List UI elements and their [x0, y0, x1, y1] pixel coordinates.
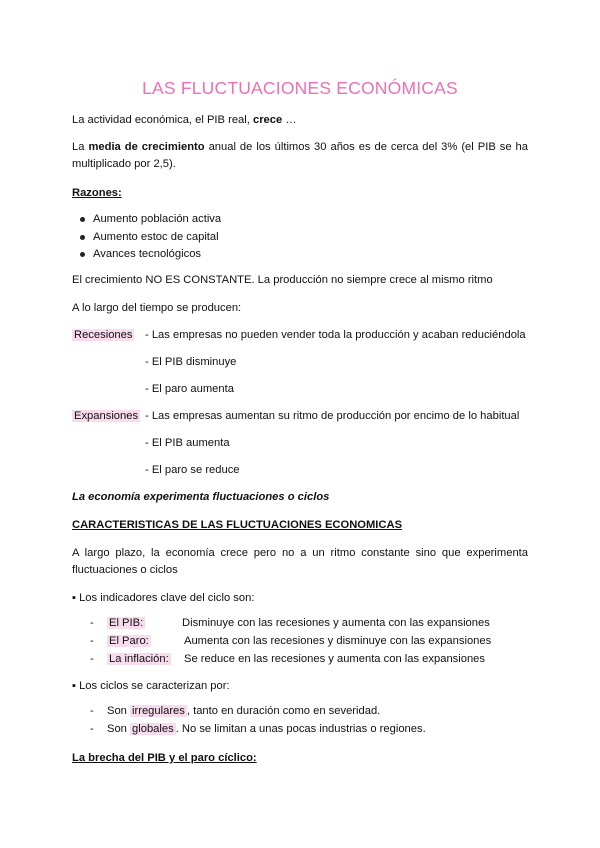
tiempo-text: A lo largo del tiempo se producen: — [72, 302, 242, 314]
intro2-prefix: La — [72, 141, 89, 153]
ciclos-item-1 — [107, 704, 380, 718]
largo-plazo-paragraph: A largo plazo, la economía crece pero no a un ritmo constante sino que experimenta fluctuaciones o ciclos — [72, 547, 528, 576]
razones-item-3: Avances tecnológicos — [93, 248, 202, 260]
expansiones-label-text: Expansiones — [74, 410, 139, 422]
indicador-paro-label — [107, 634, 151, 648]
recesiones-label-text: Recesiones — [74, 329, 133, 341]
ciclos-item-2-text: . No se limitan a unas pocas industrias o regiones. — [175, 723, 426, 735]
crecimiento-text: El crecimiento NO ES CONSTANTE. La producción no siempre crece al mismo ritmo — [72, 274, 493, 286]
bullet-icon — [80, 235, 85, 240]
ciclos-item-2-highlight: globales — [132, 723, 174, 735]
dash-icon: - — [90, 723, 94, 735]
intro2-bold: media de crecimiento — [88, 141, 205, 153]
ciclos-item-1-prefix: Son — [107, 705, 131, 717]
bullet-icon — [80, 252, 85, 257]
indicador-inflacion-label — [107, 652, 171, 666]
razones-item-2: Aumento estoc de capital — [93, 231, 219, 243]
ciclos-item-2-prefix: Son — [107, 723, 131, 735]
recesiones-item-1: - Las empresas no pueden vender toda la producción y acaban reduciéndola — [145, 329, 526, 341]
fluctuaciones-italic: La economía experimenta fluctuaciones o ciclos — [72, 491, 330, 503]
bullet-icon — [80, 217, 85, 222]
intro-text: La actividad económica, el PIB real, — [72, 114, 253, 126]
recesiones-item-2: - El PIB disminuye — [145, 356, 237, 368]
ciclos-item-1-text: , tanto en duración como en severidad. — [186, 705, 381, 717]
indicador-inflacion-label-text: La inflación: — [109, 653, 169, 665]
dash-icon: - — [90, 653, 94, 665]
ciclos-intro: ▪ Los ciclos se caracterizan por: — [72, 680, 230, 692]
ciclos-item-2 — [107, 722, 426, 736]
expansiones-item-1: - Las empresas aumentan su ritmo de producción por encimo de lo habitual — [145, 410, 520, 422]
expansiones-item-2: - El PIB aumenta — [145, 437, 230, 449]
indicador-paro-label-text: El Paro: — [109, 635, 149, 647]
razones-item-1: Aumento población activa — [93, 213, 222, 225]
indicador-inflacion-text: Se reduce en las recesiones y aumenta con las expansiones — [184, 653, 486, 665]
razones-heading: Razones: — [72, 187, 122, 199]
indicador-pib-label-text: El PIB: — [109, 617, 144, 629]
recesiones-label — [72, 328, 134, 342]
dash-icon: - — [90, 705, 94, 717]
intro2-text: anual de los últimos 30 años es de cerca del 3% (el PIB se ha multiplicado por 2,5). — [72, 141, 529, 170]
recesiones-item-3: - El paro aumenta — [145, 383, 234, 395]
indicador-paro-text: Aumenta con las recesiones y disminuye con las expansiones — [184, 635, 492, 647]
dash-icon: - — [90, 617, 94, 629]
intro-line-1 — [72, 113, 297, 127]
expansiones-label — [72, 409, 140, 423]
brecha-heading: La brecha del PIB y el paro cíclico: — [72, 752, 257, 764]
indicador-pib-text: Disminuye con las recesiones y aumenta con las expansiones — [182, 617, 490, 629]
page-title: LAS FLUCTUACIONES ECONÓMICAS — [142, 78, 458, 98]
intro-ellipsis: … — [282, 114, 297, 126]
ciclos-item-1-highlight: irregulares — [132, 705, 185, 717]
intro-paragraph-2 — [72, 139, 528, 173]
expansiones-item-3: - El paro se reduce — [145, 464, 240, 476]
indicador-pib-label — [107, 616, 145, 630]
dash-icon: - — [90, 635, 94, 647]
intro-bold-crece: crece — [252, 114, 283, 126]
indicadores-intro: ▪ Los indicadores clave del ciclo son: — [72, 592, 255, 604]
caracteristicas-heading: CARACTERISTICAS DE LAS FLUCTUACIONES ECONOMICAS — [72, 519, 403, 531]
